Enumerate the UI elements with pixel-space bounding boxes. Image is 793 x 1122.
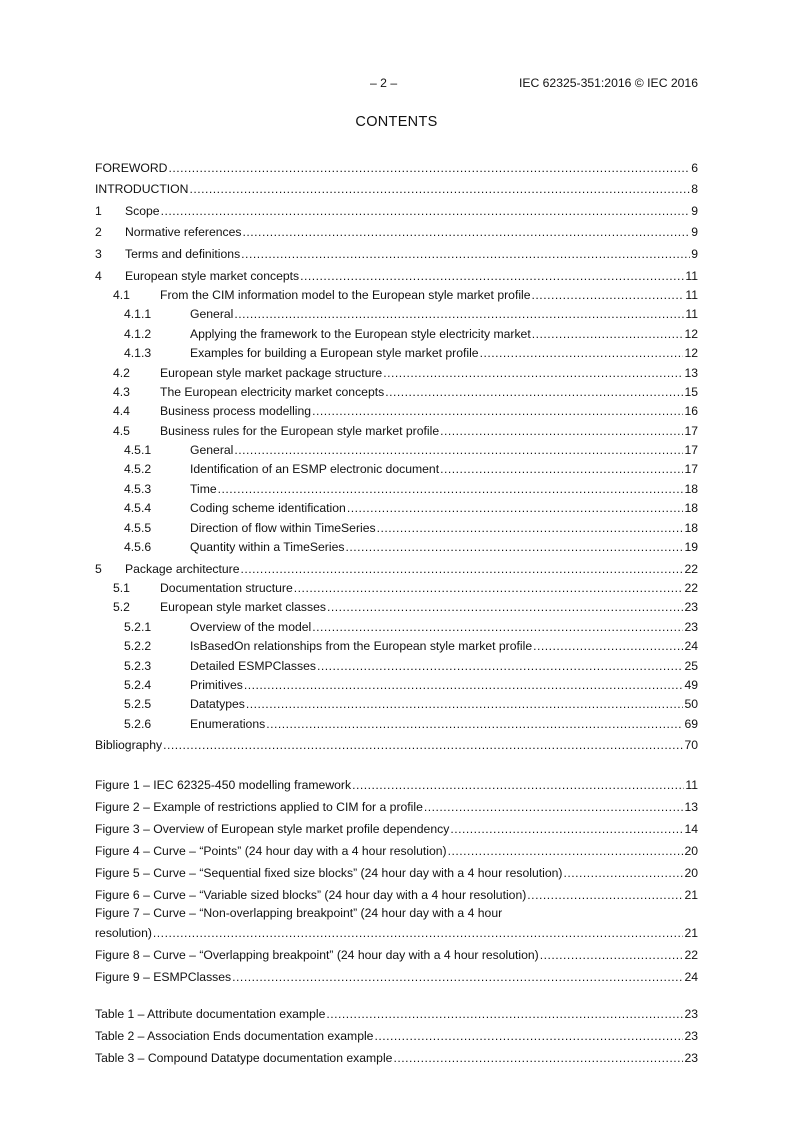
toc-entry[interactable] (95, 457, 698, 476)
figure-entry-page: 24 (684, 970, 698, 984)
dot-leader (480, 346, 684, 360)
figure-entry-page: 21 (684, 926, 698, 940)
toc-entry-title: Enumerations (190, 716, 266, 731)
toc-entry-title: Examples for building a European style market profile (190, 346, 479, 361)
toc-entry-page: 49 (684, 677, 698, 692)
toc-entry-title: European style market classes (160, 600, 326, 615)
toc-entry-page: 22 (684, 581, 698, 596)
figure-entry-page: 20 (684, 866, 698, 880)
toc-entry-title: Terms and definitions (125, 246, 241, 261)
toc-entry[interactable] (95, 576, 698, 595)
toc-entry-title: The European electricity market concepts (160, 384, 385, 399)
toc-entry-page: 18 (684, 481, 698, 496)
dot-leader (527, 888, 683, 902)
toc-entry-title: Business rules for the European style market profile (160, 423, 440, 438)
toc-entry-title: Time (190, 481, 217, 496)
toc-entry-title: Identification of an ESMP electronic document (190, 462, 440, 477)
standard-reference: IEC 62325-351:2016 © IEC 2016 (518, 76, 698, 90)
toc-entry[interactable] (95, 399, 698, 418)
toc-entry-title: Documentation structure (160, 581, 293, 596)
toc-entry[interactable] (95, 634, 698, 653)
toc-entry-page: 17 (684, 423, 698, 438)
dot-leader (532, 288, 685, 302)
figure-entry-page: 14 (684, 822, 698, 836)
dot-leader (294, 581, 684, 595)
toc-entry-number: 5.2 (113, 600, 130, 615)
toc-entry-number: 5.2.3 (124, 658, 152, 673)
toc-entry-title: Bibliography (95, 738, 163, 753)
toc-entry[interactable] (95, 535, 698, 554)
toc-entry-number: 5.2.6 (124, 716, 152, 731)
figure-entry[interactable] (95, 902, 698, 940)
toc-entry-number: 4.1.3 (124, 346, 152, 361)
toc-entry-title: European style market package structure (160, 365, 383, 380)
toc-entry-number: 4.5.5 (124, 520, 152, 535)
toc-entry[interactable] (95, 731, 698, 753)
toc-entry-page: 16 (684, 404, 698, 419)
toc-entry[interactable] (95, 196, 698, 218)
figure-entry-page: 11 (685, 778, 698, 792)
toc-entry[interactable] (95, 711, 698, 730)
dot-leader (161, 204, 691, 218)
toc-entry-number: 4.5.3 (124, 481, 152, 496)
toc-entry[interactable] (95, 218, 698, 240)
toc-entry-number: 4.5.2 (124, 462, 152, 477)
dot-leader (312, 404, 683, 418)
toc-entry[interactable] (95, 302, 698, 321)
toc-entry-title: General (190, 307, 234, 322)
toc-entry[interactable] (95, 595, 698, 614)
toc-entry-title: Scope (125, 203, 160, 218)
toc-entry-title: Business process modelling (160, 404, 312, 419)
toc-entry[interactable] (95, 153, 698, 175)
dot-leader (377, 521, 684, 535)
figure-entry-title-cont: resolution) (95, 926, 152, 940)
toc-entry[interactable] (95, 239, 698, 261)
toc-entry-page: 9 (691, 203, 698, 218)
toc-entry-page: 19 (684, 540, 698, 555)
dot-leader (300, 269, 684, 283)
toc-entry[interactable] (95, 653, 698, 672)
toc-entry-number: 5.2.2 (124, 639, 152, 654)
dot-leader (352, 778, 684, 792)
toc-entry-page: 70 (684, 738, 698, 753)
toc-entry-title: IsBasedOn relationships from the European style market profile (190, 639, 533, 654)
toc-entry[interactable] (95, 476, 698, 495)
toc-entry[interactable] (95, 341, 698, 360)
toc-entry-number: 4.1.1 (124, 307, 152, 322)
table-entry-page: 23 (684, 1029, 698, 1043)
figure-entry[interactable] (95, 836, 698, 858)
toc-entry-page: 24 (684, 639, 698, 654)
toc-entry-number: 4.3 (113, 384, 130, 399)
toc-entry-number: 4.2 (113, 365, 130, 380)
toc-entry-number: 4.4 (113, 404, 130, 419)
table-entry-page: 23 (684, 1051, 698, 1065)
toc-entry[interactable] (95, 438, 698, 457)
toc-entry-number: 4.5 (113, 423, 130, 438)
figure-entry-page: 22 (684, 948, 698, 962)
toc-entry-page: 23 (684, 619, 698, 634)
toc-entry-page: 12 (684, 326, 698, 341)
toc-entry-page: 13 (684, 365, 698, 380)
toc-entry-page: 69 (684, 716, 698, 731)
toc-entry-number: 4.1 (113, 287, 130, 302)
toc-entry-page: 11 (685, 287, 698, 302)
toc-entry[interactable] (95, 360, 698, 379)
dot-leader (345, 540, 683, 554)
toc-entry[interactable] (95, 496, 698, 515)
page-header (0, 76, 793, 92)
toc-entry-page: 15 (684, 384, 698, 399)
toc-entry-page: 9 (691, 225, 698, 240)
figure-entry-page: 21 (684, 888, 698, 902)
toc-entry-number: 1 (95, 203, 102, 218)
toc-entry-page: 18 (684, 501, 698, 516)
toc-entry-title: Direction of flow within TimeSeries (190, 520, 376, 535)
toc-entry[interactable] (95, 321, 698, 340)
toc-entry-number: 5.1 (113, 581, 130, 596)
dot-leader (563, 866, 683, 880)
toc-entry-page: 12 (684, 346, 698, 361)
figure-entry[interactable] (95, 858, 698, 880)
toc-entry-title: European style market concepts (125, 268, 300, 283)
table-entry[interactable] (95, 999, 698, 1021)
dot-leader (266, 717, 683, 731)
toc-entry-number: 4.1.2 (124, 326, 152, 341)
toc-entry-page: 9 (691, 246, 698, 261)
toc-entry-number: 5.2.4 (124, 677, 152, 692)
figure-entry[interactable] (95, 880, 698, 902)
toc-entry[interactable] (95, 673, 698, 692)
toc-entry-number: 2 (95, 225, 102, 240)
figure-entry-continuation (95, 926, 698, 940)
toc-entry[interactable] (95, 418, 698, 437)
dot-leader (232, 970, 683, 984)
figure-entry-title: Figure 3 – Overview of European style market profile dependency (95, 822, 450, 836)
list-of-figures (95, 770, 698, 984)
dot-leader (440, 462, 683, 476)
toc-entry-page: 25 (684, 658, 698, 673)
toc-entry-page: 17 (684, 443, 698, 458)
figure-entry-title: Figure 8 – Curve – “Overlapping breakpoint” (24 hour day with a 4 hour resolution) (95, 948, 539, 962)
figure-entry-title: Figure 5 – Curve – “Sequential fixed size blocks” (24 hour day with a 4 hour resolution) (95, 866, 563, 880)
dot-leader (246, 697, 684, 711)
toc-entry-title: Detailed ESMPClasses (190, 658, 316, 673)
dot-leader (448, 844, 684, 858)
dot-leader (385, 385, 683, 399)
table-entry[interactable] (95, 1043, 698, 1065)
figure-entry[interactable] (95, 940, 698, 962)
toc-entry-page: 6 (691, 160, 698, 175)
dot-leader (312, 620, 683, 634)
dot-leader (393, 1051, 683, 1065)
figure-entry[interactable] (95, 770, 698, 792)
figure-entry-page: 13 (684, 800, 698, 814)
table-entry-page: 23 (684, 1007, 698, 1021)
dot-leader (327, 600, 683, 614)
toc-entry[interactable] (95, 692, 698, 711)
toc-entry-title: FOREWORD (95, 160, 168, 175)
figure-entry-title: Figure 1 – IEC 62325-450 modelling framework (95, 778, 352, 792)
toc-entry-title: Overview of the model (190, 619, 312, 634)
dot-leader (317, 659, 683, 673)
toc-entry-page: 11 (685, 268, 698, 283)
toc-entry[interactable] (95, 175, 698, 197)
toc-entry-title: From the CIM information model to the European style market profile (160, 287, 531, 302)
toc-entry-number: 4 (95, 268, 102, 283)
toc-entry-title: Package architecture (125, 561, 240, 576)
toc-entry-title: INTRODUCTION (95, 182, 189, 197)
toc-entry-page: 8 (691, 182, 698, 197)
dot-leader (450, 822, 683, 836)
dot-leader (168, 161, 690, 175)
toc-entry-page: 23 (684, 600, 698, 615)
table-entry-title: Table 2 – Association Ends documentation example (95, 1029, 374, 1043)
toc-entry-page: 22 (684, 561, 698, 576)
table-entry[interactable] (95, 1021, 698, 1043)
toc-entry-title: Applying the framework to the European style electricity market (190, 326, 531, 341)
figure-entry[interactable] (95, 962, 698, 984)
dot-leader (326, 1007, 683, 1021)
table-entry-title: Table 1 – Attribute documentation example (95, 1007, 326, 1021)
figure-entry-title: Figure 2 – Example of restrictions applied to CIM for a profile (95, 800, 423, 814)
toc-entry-number: 5.2.5 (124, 697, 152, 712)
figure-entry-title: Figure 4 – Curve – “Points” (24 hour day with a 4 hour resolution) (95, 844, 447, 858)
toc-entry-page: 17 (684, 462, 698, 477)
toc-entry-title: Primitives (190, 677, 243, 692)
figure-entry-title: Figure 9 – ESMPClasses (95, 970, 232, 984)
toc-entry[interactable] (95, 515, 698, 534)
dot-leader (374, 1029, 683, 1043)
toc-entry[interactable] (95, 614, 698, 633)
toc-entry-number: 5 (95, 561, 102, 576)
page-number: – 2 – (370, 76, 398, 90)
toc-entry-number: 4.5.4 (124, 501, 152, 516)
figure-entry-page: 20 (684, 844, 698, 858)
table-of-contents (95, 153, 698, 752)
dot-leader (532, 327, 684, 341)
toc-entry[interactable] (95, 261, 698, 283)
toc-entry-number: 3 (95, 246, 102, 261)
dot-leader (243, 225, 691, 239)
toc-entry-page: 50 (684, 697, 698, 712)
toc-entry-number: 4.5.1 (124, 443, 152, 458)
dot-leader (241, 562, 684, 576)
dot-leader (540, 948, 684, 962)
toc-entry-number: 4.5.6 (124, 540, 152, 555)
dot-leader (163, 738, 683, 752)
toc-entry-title: General (190, 443, 234, 458)
list-of-tables (95, 999, 698, 1065)
toc-entry[interactable] (95, 283, 698, 302)
dot-leader (234, 443, 683, 457)
dot-leader (153, 926, 684, 940)
dot-leader (241, 247, 690, 261)
table-entry-title: Table 3 – Compound Datatype documentation example (95, 1051, 393, 1065)
dot-leader (440, 424, 683, 438)
figure-entry[interactable] (95, 814, 698, 836)
page-title: CONTENTS (355, 114, 438, 130)
dot-leader (424, 800, 684, 814)
dot-leader (347, 501, 684, 515)
figure-entry-title: Figure 6 – Curve – “Variable sized blocks” (24 hour day with a 4 hour resolution) (95, 888, 527, 902)
dot-leader (218, 482, 684, 496)
dot-leader (383, 366, 683, 380)
dot-leader (189, 182, 690, 196)
figure-entry-title: Figure 7 – Curve – “Non-overlapping breakpoint” (24 hour day with a 4 hour (95, 906, 503, 920)
toc-entry-title: Coding scheme identification (190, 501, 346, 516)
figure-entry[interactable] (95, 792, 698, 814)
dot-leader (244, 678, 684, 692)
toc-entry-page: 18 (684, 520, 698, 535)
toc-entry-page: 11 (685, 307, 698, 322)
toc-entry-title: Normative references (125, 225, 242, 240)
toc-entry-number: 5.2.1 (124, 619, 152, 634)
toc-entry[interactable] (95, 380, 698, 399)
toc-entry-title: Quantity within a TimeSeries (190, 540, 345, 555)
toc-entry[interactable] (95, 554, 698, 576)
dot-leader (234, 307, 684, 321)
toc-entry-title: Datatypes (190, 697, 245, 712)
dot-leader (533, 639, 683, 653)
